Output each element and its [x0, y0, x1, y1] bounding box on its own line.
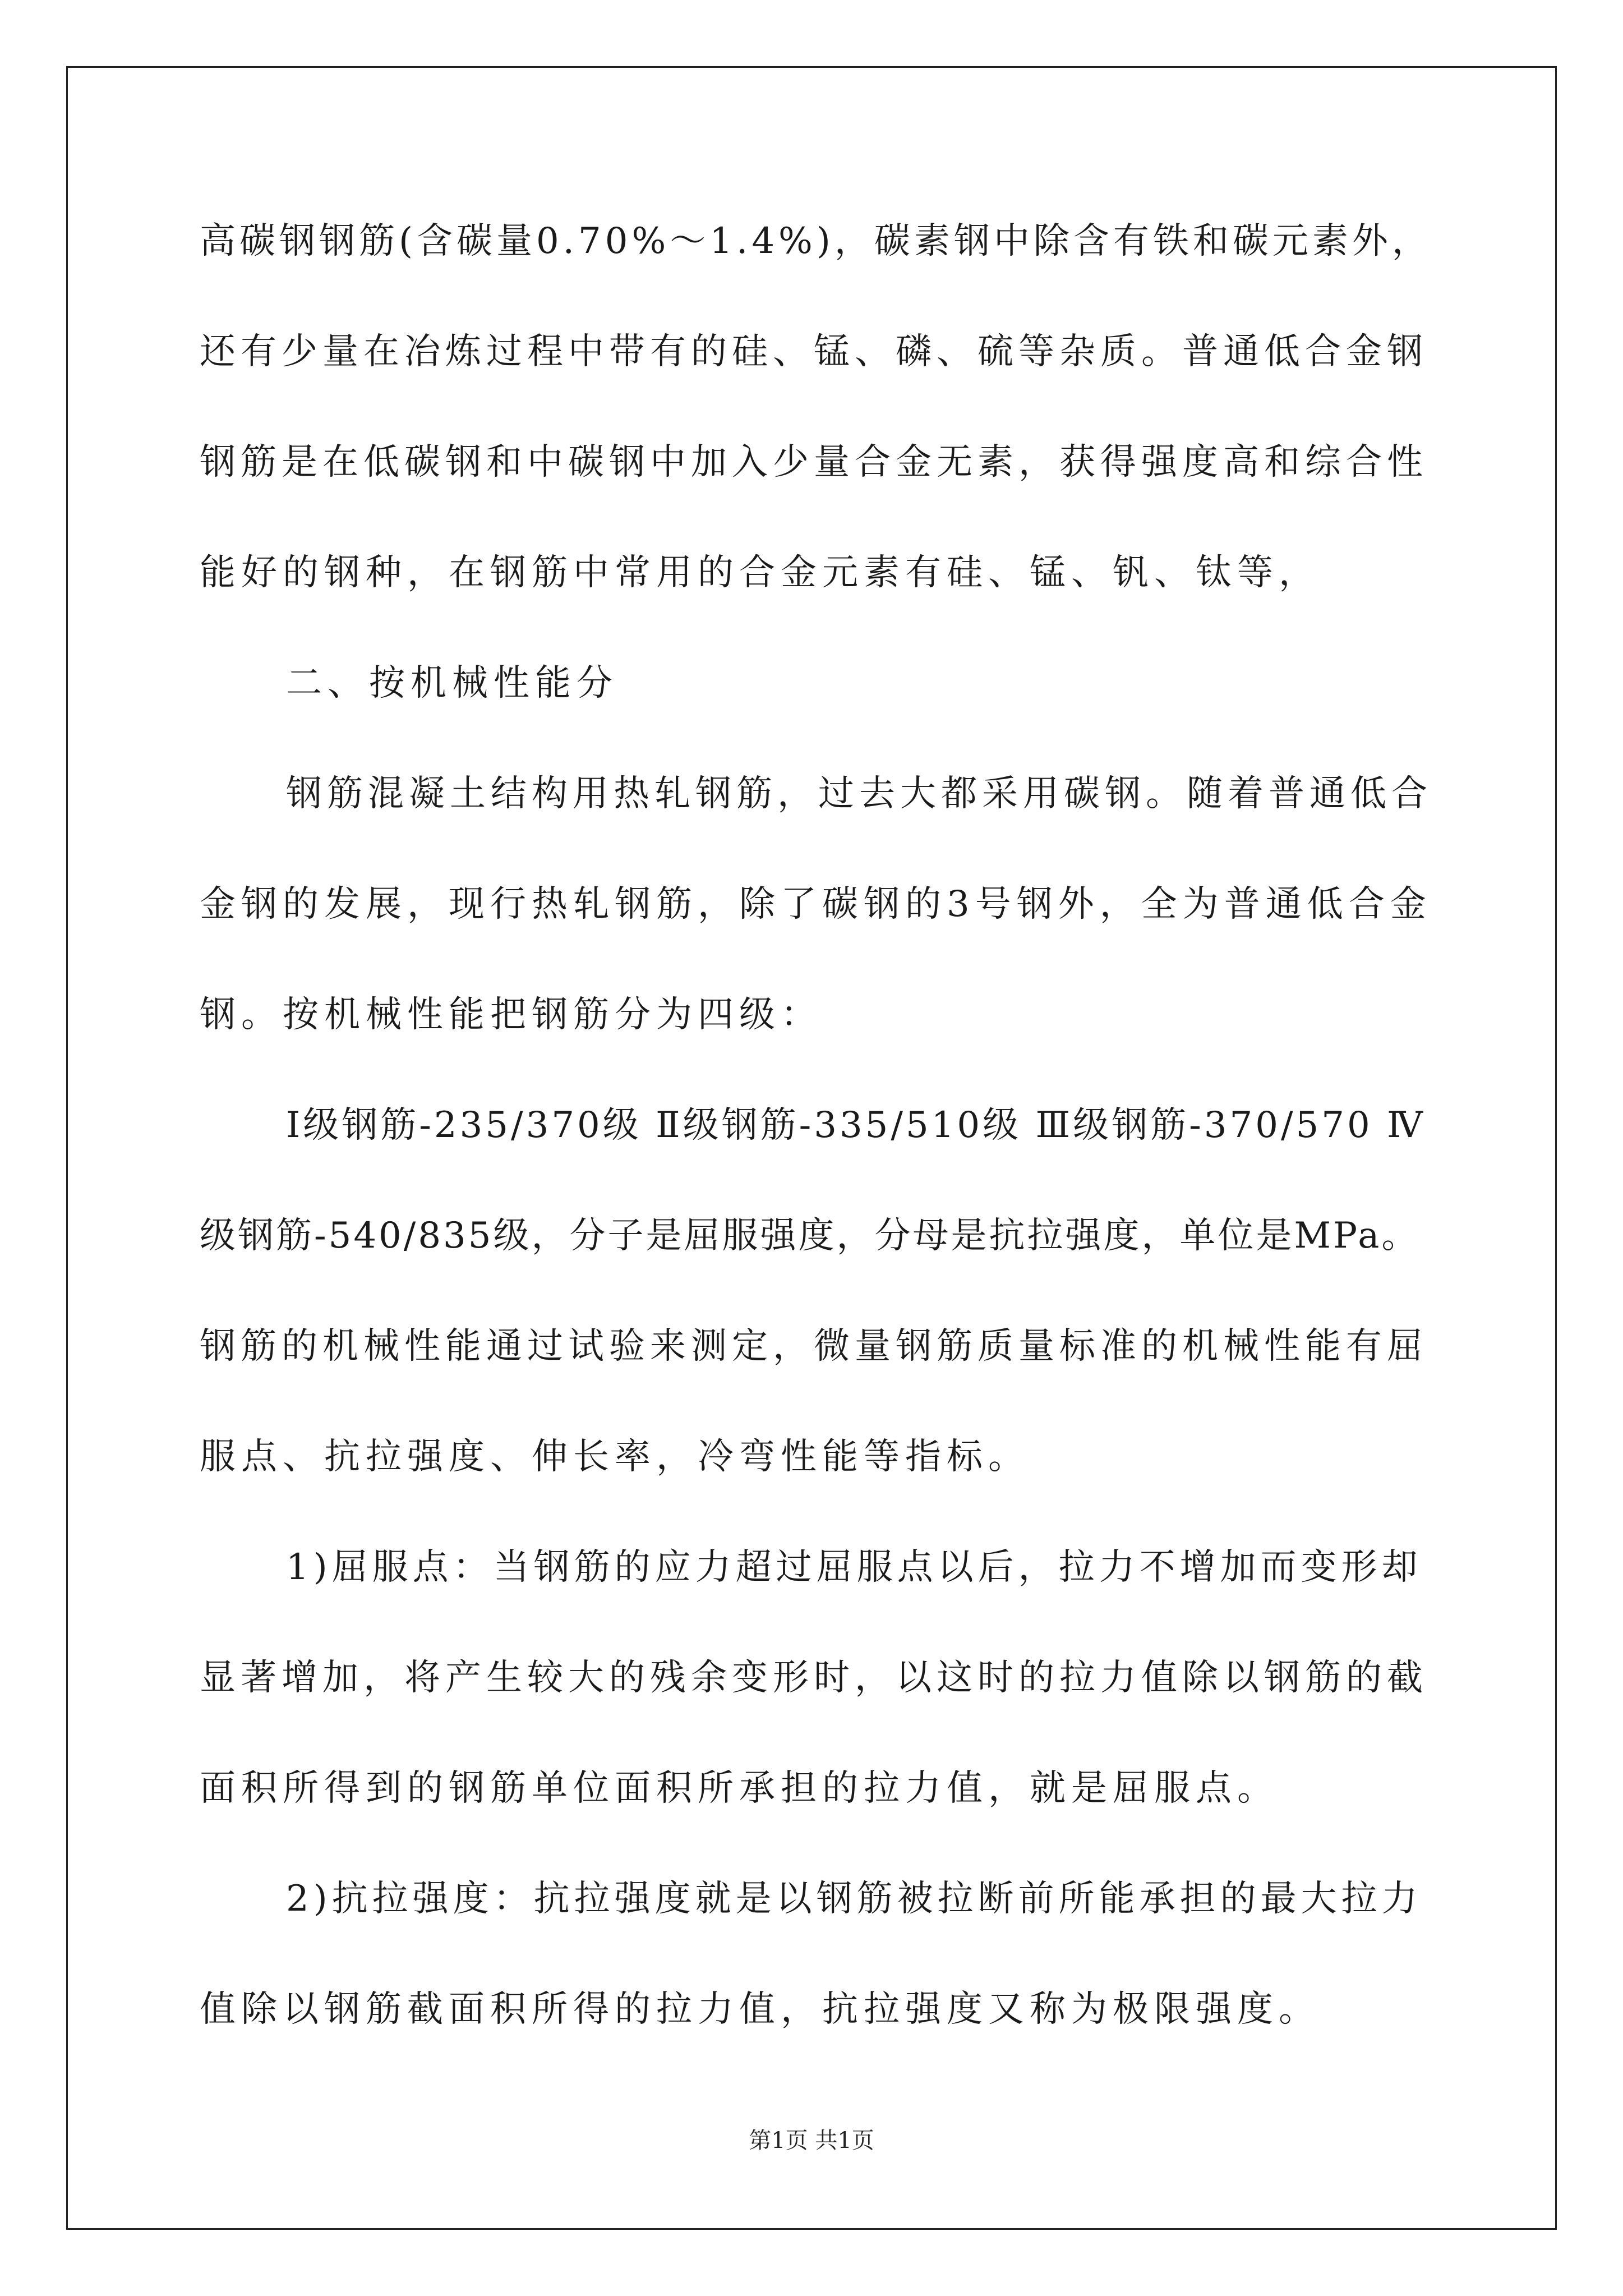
text-line: 值除以钢筋截面积所得的拉力值，抗拉强度又称为极限强度。 [200, 1989, 1320, 2030]
page-number-footer: 第1页 共1页 [749, 2128, 874, 2154]
text-line: 服点、抗拉强度、伸长率，冷弯性能等指标。 [200, 1436, 1030, 1478]
text-line: 级钢筋-540/835级，分子是屈服强度，分母是抗拉强度，单位是MPa。 [200, 1215, 1420, 1257]
paragraph-start: 钢筋混凝土结构用热轧钢筋，过去大都采用碳钢。随着普通低合 [286, 773, 1432, 815]
text-line: 钢筋是在低碳钢和中碳钢中加入少量合金无素，获得强度高和综合性 [200, 441, 1428, 483]
section-heading: 二、按机械性能分 [286, 662, 618, 704]
text-line: 还有少量在冶炼过程中带有的硅、锰、磷、硫等杂质。普通低合金钢 [200, 331, 1428, 372]
text-line: 钢。按机械性能把钢筋分为四级： [200, 994, 822, 1036]
text-line: 金钢的发展，现行热轧钢筋，除了碳钢的3号钢外，全为普通低合金 [200, 884, 1432, 925]
text-line: 钢筋的机械性能通过试验来测定，微量钢筋质量标准的机械性能有屈 [200, 1326, 1428, 1367]
paragraph-start: Ⅰ级钢筋-235/370级 Ⅱ级钢筋-335/510级 Ⅲ级钢筋-370/570 Ⅳ [286, 1105, 1426, 1146]
text-line: 显著增加，将产生较大的残余变形时，以这时的拉力值除以钢筋的截 [200, 1657, 1428, 1699]
text-line: 能好的钢种，在钢筋中常用的合金元素有硅、锰、钒、钛等， [200, 552, 1320, 593]
paragraph-start: 1)屈服点：当钢筋的应力超过屈服点以后，拉力不增加而变形却 [286, 1547, 1422, 1588]
paragraph-start: 2)抗拉强度：抗拉强度就是以钢筋被拉断前所能承担的最大拉力 [286, 1878, 1422, 1920]
text-line: 高碳钢钢筋(含碳量0.70%～1.4%)，碳素钢中除含有铁和碳元素外， [200, 220, 1432, 262]
text-line: 面积所得到的钢筋单位面积所承担的拉力值，就是屈服点。 [200, 1768, 1279, 1809]
